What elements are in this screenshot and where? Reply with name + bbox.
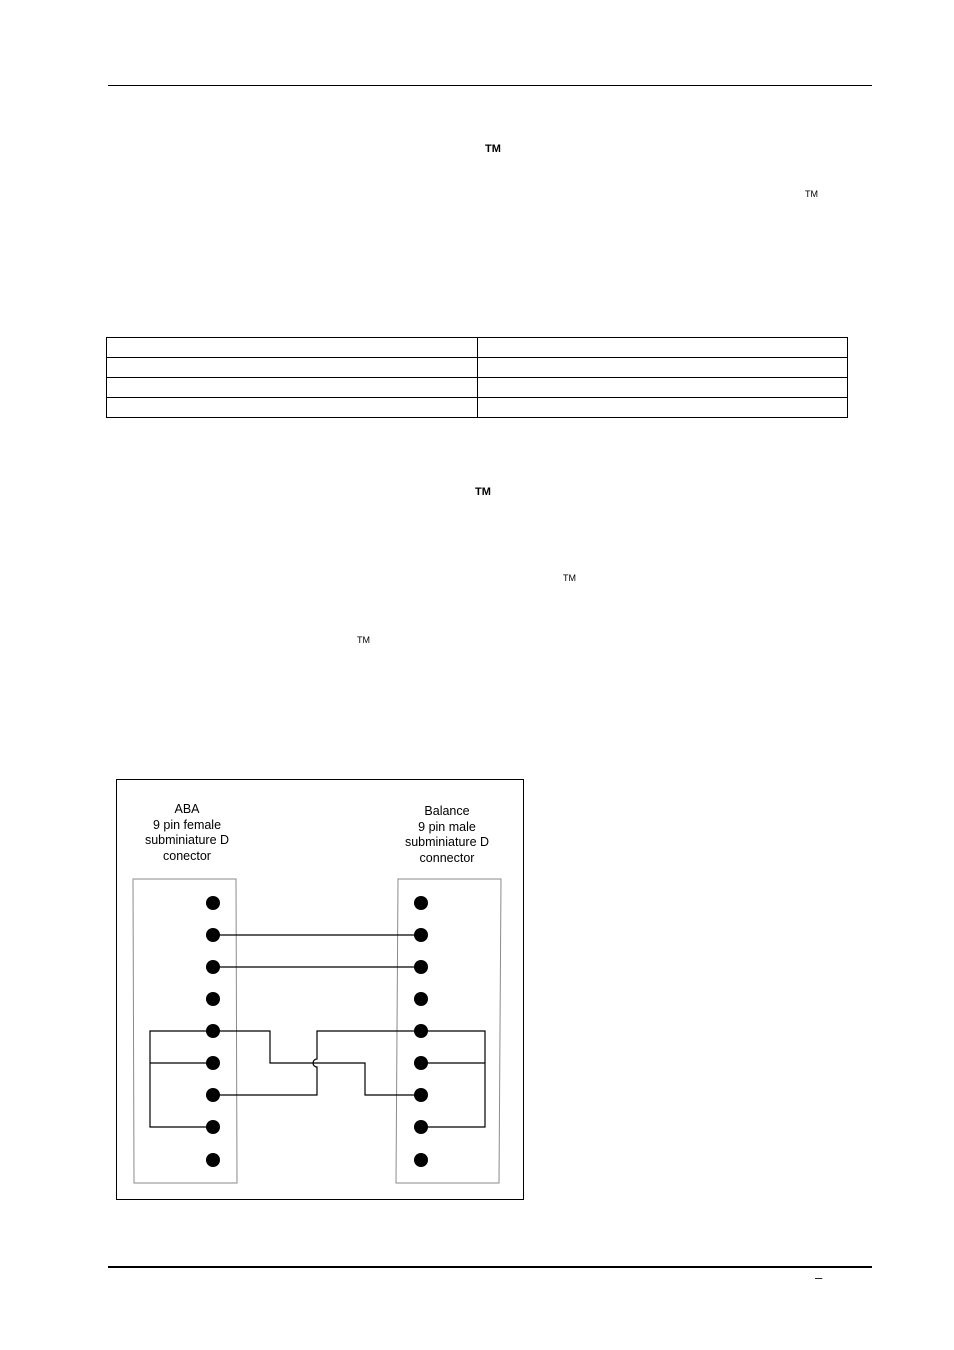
wiring-diagram (116, 779, 524, 1200)
left-pin-3 (206, 960, 220, 974)
left-title-line: subminiature D (144, 833, 230, 847)
right-pin-8 (414, 1120, 428, 1134)
left-pin-9 (206, 1153, 220, 1167)
table-cell (477, 398, 848, 418)
right-pin-9 (414, 1153, 428, 1167)
trademark-symbol-2: TM (805, 189, 818, 199)
table-cell (107, 338, 478, 358)
left-pin-5 (206, 1024, 220, 1038)
left-pin-6 (206, 1056, 220, 1070)
left-pin-2 (206, 928, 220, 942)
right-jumper-5-8 (421, 1031, 485, 1127)
trademark-symbol-4: TM (563, 573, 576, 583)
right-pins (414, 896, 428, 1167)
trademark-symbol-5: TM (357, 635, 370, 645)
right-pin-3 (414, 960, 428, 974)
right-pin-5 (414, 1024, 428, 1038)
table-row (107, 398, 848, 418)
table-row (107, 338, 848, 358)
table-cell (477, 378, 848, 398)
header-rule (108, 85, 872, 86)
right-title-line: Balance (424, 804, 470, 818)
right-pin-4 (414, 992, 428, 1006)
left-pin-4 (206, 992, 220, 1006)
table-cell (107, 378, 478, 398)
table-cell (107, 398, 478, 418)
left-title-line: conector (163, 848, 211, 863)
table-cell (477, 358, 848, 378)
blank-table (106, 337, 848, 418)
left-pin-7 (206, 1088, 220, 1102)
trademark-symbol-3: TM (475, 486, 491, 498)
right-title-line: 9 pin male (418, 819, 476, 834)
left-title-line: ABA (174, 802, 200, 816)
right-title-line: connector (419, 850, 475, 865)
left-pin-1 (206, 896, 220, 910)
table-cell (107, 358, 478, 378)
table-row (107, 358, 848, 378)
footer-mark: – (815, 1270, 823, 1285)
right-pin-7 (414, 1088, 428, 1102)
right-pin-2 (414, 928, 428, 942)
left-title-line: 9 pin female (152, 817, 222, 832)
trademark-symbol-1: TM (485, 143, 501, 155)
right-pin-6 (414, 1056, 428, 1070)
table-cell (477, 338, 848, 358)
table-row (107, 378, 848, 398)
wiring-svg (117, 780, 523, 1199)
left-pin-8 (206, 1120, 220, 1134)
right-pin-1 (414, 896, 428, 910)
left-jumper-5-8 (150, 1031, 213, 1127)
footer-rule (108, 1266, 872, 1268)
right-title-line: subminiature D (404, 835, 490, 849)
left-pins (206, 896, 220, 1167)
